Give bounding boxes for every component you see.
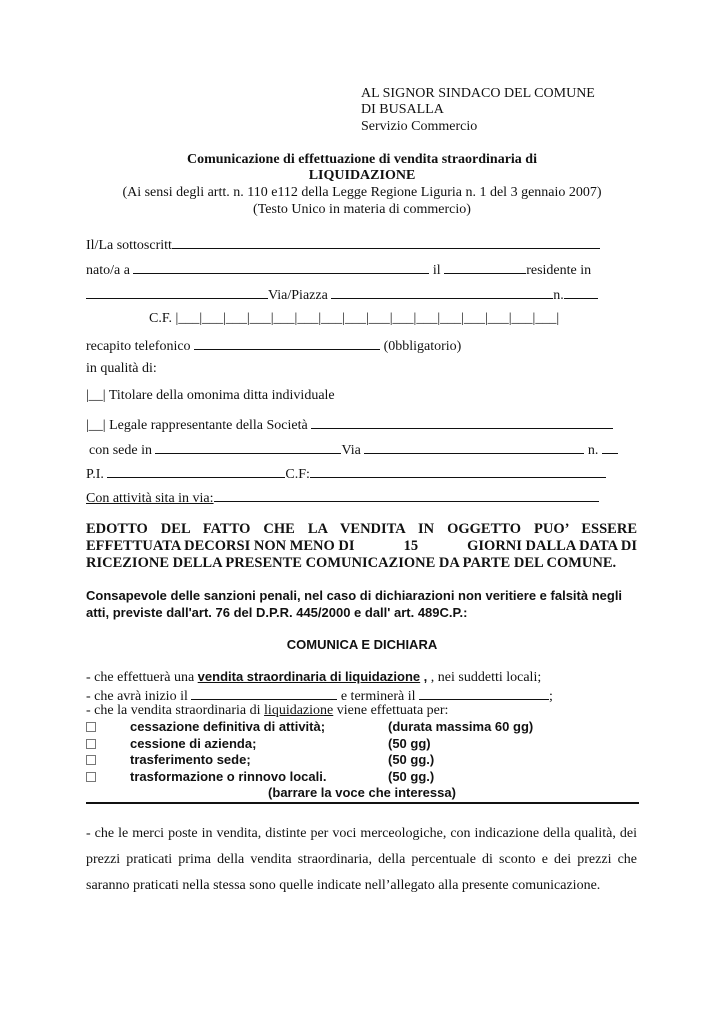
awareness-line-1: Consapevole delle sanzioni penali, nel caso di dichiarazioni non veritiere e falsità negli [86,588,623,603]
document-title: Comunicazione di effettuazione di vendita straordinaria di [187,152,537,167]
declaration-2-end: ; [548,689,553,704]
declaration-1: - che effettuerà una vendita straordinaria di liquidazione , , nei suddetti locali; [86,669,542,685]
reason-label: cessione di azienda; [130,735,257,751]
resident-in-label: residente in [526,263,592,278]
declaration-1-pre: - che effettuerà una [86,670,195,685]
declaration-1-strong: vendita straordinaria di liquidazione [197,669,421,684]
reason-item[interactable] [86,752,646,769]
phone-mandatory-note: (0bbligatorio) [383,339,462,354]
goods-line-2: prezzi praticati prima della vendita straordinaria, della percentuale di sconto e dei prezzi che [86,852,637,867]
phone-label: recapito telefonico [86,339,191,354]
vat-label: P.I. [86,467,104,482]
notice-line-1: EDOTTO DEL FATTO CHE LA VENDITA IN OGGETTO PUO’ ESSERE [86,521,637,537]
legal-rep-label: Legale rappresentante della Società [109,418,308,433]
holder-checkbox[interactable]: |__| [86,388,106,403]
tax-code-row [149,311,559,327]
born-in-field[interactable] [133,260,429,274]
phone-row [86,336,461,355]
vat-row [86,464,606,483]
reason-duration: (durata massima 60 gg) [388,719,534,734]
declaration-3-underlined: liquidazione [264,703,334,718]
notice-line-2 [86,538,637,555]
declare-title: COMUNICA E DICHIARA [286,637,438,652]
reason-duration: (50 gg.) [388,768,435,784]
notice-line-2a: EFFETTUATA DECORSI NON MENO DI [86,538,355,554]
end-date-field[interactable] [419,686,549,700]
declaration-3 [86,703,448,719]
recipient-line-2: DI BUSALLA [361,102,444,117]
legal-rep-option [86,415,613,434]
tax-code-boxes[interactable]: |___|___|___|___|___|___|___|___|___|___|___|___|___|___|___|___| [175,311,560,326]
strike-note: (barrare la voce che interessa) [268,785,456,800]
reasons-list [86,719,646,785]
start-date-field[interactable] [191,686,337,700]
seat-street-label: Via [341,443,361,458]
legal-rep-checkbox[interactable]: |__| [86,418,106,433]
activity-label: Con attività sita in via: [86,491,214,506]
awareness-line-2: atti, previste dall'art. 76 del D.P.R. 445/2000 e dall' art. 489C.P.: [86,605,468,620]
goods-line-3: saranno praticati nella stessa sono quelle indicate nell’allegato alla presente comunicazione. [86,878,601,893]
birth-row [86,260,591,279]
checkbox-icon[interactable] [86,722,96,732]
holder-label: Titolare della omonima ditta individuale [108,388,335,403]
reason-duration: (50 gg) [388,735,431,751]
law-reference: (Ai sensi degli artt. n. 110 e112 della Legge Regione Liguria n. 1 del 3 gennaio 2007) [122,185,602,200]
born-in-label: nato/a a [86,263,130,278]
declaration-3-post: viene effettuata per: [336,703,449,718]
reason-item[interactable] [86,769,646,786]
holder-option [86,388,335,404]
reason-label: trasformazione o rinnovo locali. [130,768,327,784]
checkbox-icon[interactable] [86,772,96,782]
undersigned-field[interactable] [172,235,600,249]
document-type: LIQUIDAZIONE [308,168,416,183]
reason-item[interactable] [86,736,646,753]
seat-number-field[interactable] [602,440,618,454]
seat-city-label: con sede in [89,443,152,458]
document-subtitle: (Testo Unico in materia di commercio) [253,202,471,217]
activity-row [86,488,599,507]
birth-date-field[interactable] [444,260,526,274]
undersigned-label: Il/La sottoscritt [86,238,172,253]
reason-label: trasferimento sede; [130,752,251,767]
resident-city-field[interactable] [86,285,268,299]
birth-date-label: il [432,263,441,278]
notice-line-2b: GIORNI DALLA DATA DI [467,538,637,554]
declaration-1-post: , nei suddetti locali; [430,670,542,685]
divider [86,802,639,804]
seat-row [89,440,618,459]
vat-field[interactable] [107,464,285,478]
seat-city-field[interactable] [155,440,341,454]
street-number-label: n. [553,288,564,303]
capacity-label: in qualità di: [86,361,157,376]
tax-code-label: C.F. [149,311,173,326]
checkbox-icon[interactable] [86,739,96,749]
notice-line-3: RICEZIONE DELLA PRESENTE COMUNICAZIONE DA PARTE DEL COMUNE. [86,555,617,571]
activity-field[interactable] [214,488,599,502]
notice-days: 15 [403,538,419,554]
seat-number-label: n. [587,443,599,458]
vat-tax-code-field[interactable] [310,464,606,478]
phone-field[interactable] [194,336,380,350]
vat-tax-code-label: C.F: [285,467,310,482]
company-name-field[interactable] [311,415,613,429]
declaration-2-mid: e terminerà il [340,689,416,704]
address-row [86,285,598,304]
declaration-2-pre: - che avrà inizio il [86,689,188,704]
checkbox-icon[interactable] [86,755,96,765]
goods-line-1: - che le merci poste in vendita, distinte per voci merceologiche, con indicazione della qualità, dei [86,826,637,841]
reason-item[interactable] [86,719,646,736]
street-label: Via/Piazza [268,288,328,303]
recipient-line-1: AL SIGNOR SINDACO DEL COMUNE [361,86,595,101]
recipient-line-3: Servizio Commercio [361,119,478,134]
undersigned-row [86,235,600,254]
seat-street-field[interactable] [364,440,584,454]
declaration-3-pre: - che la vendita straordinaria di [86,703,261,718]
street-number-field[interactable] [564,285,598,299]
reason-duration: (50 gg.) [388,752,435,767]
reason-label: cessazione definitiva di attività; [130,719,326,734]
street-field[interactable] [331,285,553,299]
